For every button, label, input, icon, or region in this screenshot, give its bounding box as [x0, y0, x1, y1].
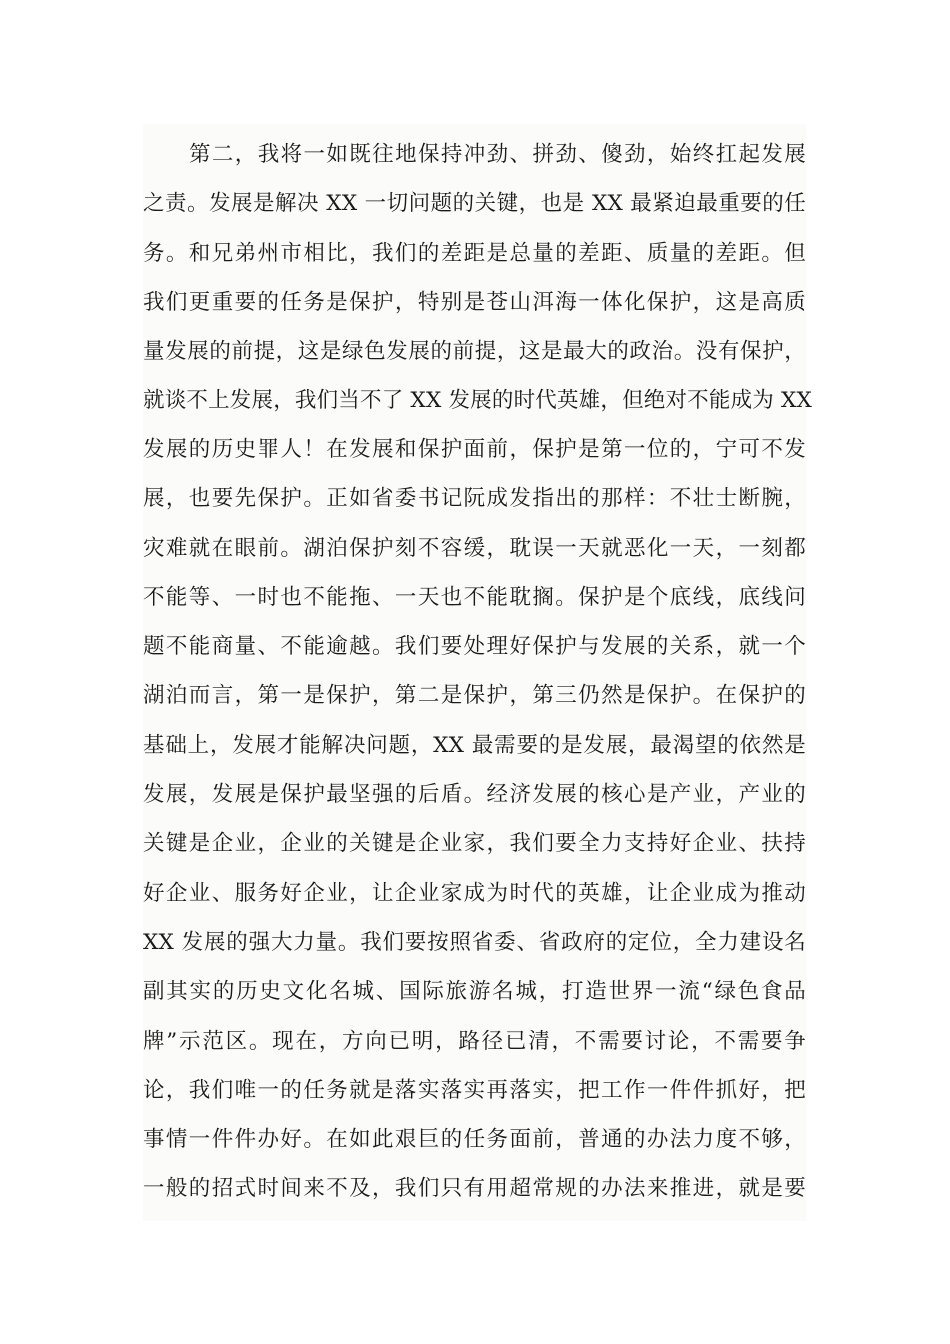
text-line: 关键是企业，企业的关键是企业家，我们要全力支持好企业、扶持	[143, 831, 806, 856]
text-line: 之责。发展是解决 XX 一切问题的关键，也是 XX 最紧迫最重要的任	[143, 191, 806, 216]
text-line: 我们更重要的任务是保护，特别是苍山洱海一体化保护，这是高质	[143, 290, 806, 315]
text-line: 就谈不上发展，我们当不了 XX 发展的时代英雄，但绝对不能成为 XX	[143, 388, 813, 413]
text-line: 量发展的前提，这是绿色发展的前提，这是最大的政治。没有保护，	[143, 339, 806, 364]
text-line: 务。和兄弟州市相比，我们的差距是总量的差距、质量的差距。但	[143, 241, 806, 266]
text-line: 不能等、一时也不能拖、一天也不能耽搁。保护是个底线，底线问	[143, 585, 806, 610]
paragraph	[143, 124, 813, 1221]
text-line: 一般的招式时间来不及，我们只有用超常规的办法来推进，就是要	[143, 1176, 806, 1201]
text-line: 论，我们唯一的任务就是落实落实再落实，把工作一件件抓好，把	[143, 1078, 806, 1103]
text-line: 发展，发展是保护最坚强的后盾。经济发展的核心是产业，产业的	[143, 782, 806, 807]
text-line: 题不能商量、不能逾越。我们要处理好保护与发展的关系，就一个	[143, 634, 806, 659]
text-line: 事情一件件办好。在如此艰巨的任务面前，普通的办法力度不够，	[143, 1127, 806, 1152]
text-line: XX 发展的强大力量。我们要按照省委、省政府的定位，全力建设名	[143, 930, 806, 955]
text-line: 湖泊而言，第一是保护，第二是保护，第三仍然是保护。在保护的	[143, 683, 806, 708]
text-line: 好企业、服务好企业，让企业家成为时代的英雄，让企业成为推动	[143, 881, 806, 906]
text-line: 副其实的历史文化名城、国际旅游名城，打造世界一流“绿色食品	[143, 979, 806, 1004]
text-line: 牌”示范区。现在，方向已明，路径已清，不需要讨论，不需要争	[143, 1029, 806, 1054]
text-line: 基础上，发展才能解决问题，XX 最需要的是发展，最渴望的依然是	[143, 733, 806, 758]
text-line: 第二，我将一如既往地保持冲劲、拼劲、傻劲，始终扛起发展	[189, 142, 806, 167]
text-line: 发展的历史罪人！在发展和保护面前，保护是第一位的，宁可不发	[143, 437, 806, 462]
text-line: 灾难就在眼前。湖泊保护刻不容缓，耽误一天就恶化一天，一刻都	[143, 536, 806, 561]
text-line: 展，也要先保护。正如省委书记阮成发指出的那样：不壮士断腕，	[143, 486, 806, 511]
